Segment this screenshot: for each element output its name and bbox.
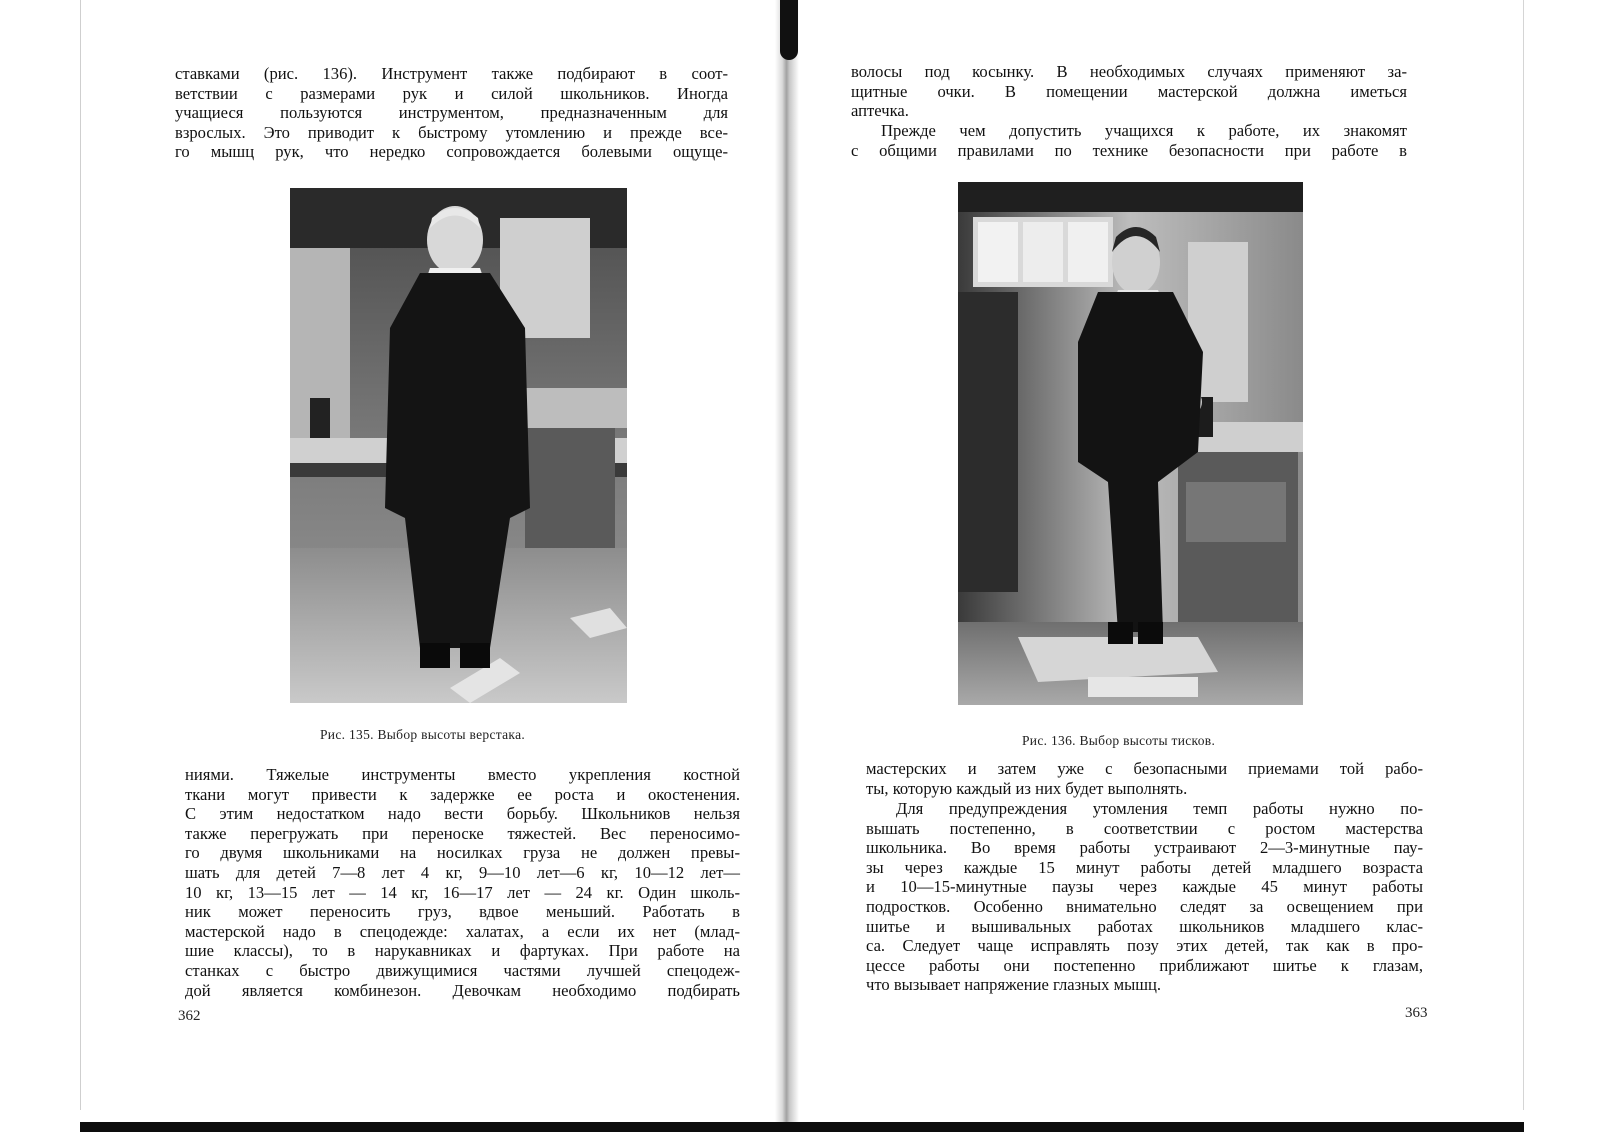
text-line: ветствии с размерами рук и силой школьников. Иногда: [175, 83, 728, 103]
text-line: волосы под косынку. В необходимых случаях применяют за-: [851, 62, 1407, 81]
scan-bottom-edge: [80, 1122, 1524, 1132]
text-line: шитье и вышивальных работах школьников младшего клас-: [866, 916, 1423, 936]
book-gutter-top: [780, 0, 798, 60]
book-gutter: [775, 0, 799, 1130]
text-line: школьника. Во время работы устраивают 2—3-минутные пау-: [866, 838, 1423, 858]
right-top-paragraph-1: [851, 62, 1407, 121]
left-page: [175, 0, 765, 1110]
figure-136-caption: Рис. 136. Выбор высоты тисков.: [1022, 733, 1216, 748]
text-line: дой является комбинезон. Девочкам необходимо подбирать: [185, 980, 740, 1000]
left-top-paragraph: [175, 64, 728, 162]
text-line: и 10—15-минутные паузы через каждые 45 минут работы: [866, 877, 1423, 897]
text-line: взрослых. Это приводит к быстрому утомлению и прежде все-: [175, 122, 728, 142]
text-line: Для предупреждения утомления темп работы нужно по-: [896, 799, 1423, 818]
boy-at-vise-illustration: [958, 182, 1303, 705]
right-page: [851, 0, 1448, 1110]
text-line: станках с быстро движущимися частями лучшей спецодеж-: [185, 960, 740, 980]
right-top-paragraph-2: [851, 121, 1407, 160]
text-line: 10 кг, 13—15 лет — 14 кг, 16—17 лет — 24 кг. Один школь-: [185, 882, 740, 902]
text-line: ставками (рис. 136). Инструмент также подбирают в соот-: [175, 64, 728, 83]
text-line: щитные очки. В помещении мастерской должна иметься: [851, 81, 1407, 101]
text-line: С этим недостатком надо вести борьбу. Школьников нельзя: [185, 804, 740, 824]
text-line: ник может переносить груз, вдвое меньший. Работать в: [185, 902, 740, 922]
text-line: зы через каждые 15 минут работы детей младшего возраста: [866, 857, 1423, 877]
text-line: шие классы), то в нарукавниках и фартуках. При работе на: [185, 941, 740, 961]
text-line: подростков. Особенно внимательно следят за освещением при: [866, 896, 1423, 916]
page-number-right: 363: [1405, 1005, 1428, 1021]
text-line: ниями. Тяжелые инструменты вместо укрепления костной: [185, 765, 740, 784]
text-line: мастерских и затем уже с безопасными приемами той рабо-: [866, 759, 1423, 778]
text-line: ты, которую каждый из них будет выполнять.: [866, 778, 1188, 798]
scan-edge-right: [1523, 0, 1524, 1110]
boy-at-workbench-illustration: [290, 188, 627, 703]
text-line: го двумя школьниками на носилках груза не должен превы-: [185, 843, 740, 863]
text-line: что вызывает напряжение глазных мышц.: [866, 975, 1162, 995]
figure-135-photo: [290, 188, 627, 703]
figure-135-caption: Рис. 135. Выбор высоты верстака.: [320, 727, 526, 742]
text-line: ткани могут привести к задержке ее роста и окостенения.: [185, 784, 740, 804]
text-line: аптечка.: [851, 101, 909, 121]
text-line: учащиеся пользуются инструментом, предназначенным для: [175, 103, 728, 123]
right-bottom-paragraph-1: [866, 759, 1423, 798]
text-line: цессе работы они постепенно приближают шитье к глазам,: [866, 955, 1423, 975]
scan-edge-left: [80, 0, 81, 1110]
figure-136-photo: [958, 182, 1303, 705]
text-line: вышать постепенно, в соответствии с ростом мастерства: [866, 818, 1423, 838]
left-bottom-paragraph: [185, 765, 740, 1000]
text-line: го мышц рук, что нередко сопровождается болевыми ощуще-: [175, 142, 728, 162]
text-line: с общими правилами по технике безопасности при работе в: [851, 140, 1407, 160]
text-line: Прежде чем допустить учащихся к работе, их знакомят: [881, 121, 1407, 140]
page-number-left: 362: [178, 1008, 201, 1024]
text-line: са. Следует чаще исправлять позу этих детей, так как в про-: [866, 936, 1423, 956]
text-line: мастерской надо в спецодежде: халатах, а если их нет (млад-: [185, 921, 740, 941]
right-bottom-paragraph-2: [866, 799, 1423, 995]
text-line: также перегружать при переноске тяжестей. Вес переносимо-: [185, 823, 740, 843]
text-line: шать для детей 7—8 лет 4 кг, 9—10 лет—6 кг, 10—12 лет—: [185, 862, 740, 882]
